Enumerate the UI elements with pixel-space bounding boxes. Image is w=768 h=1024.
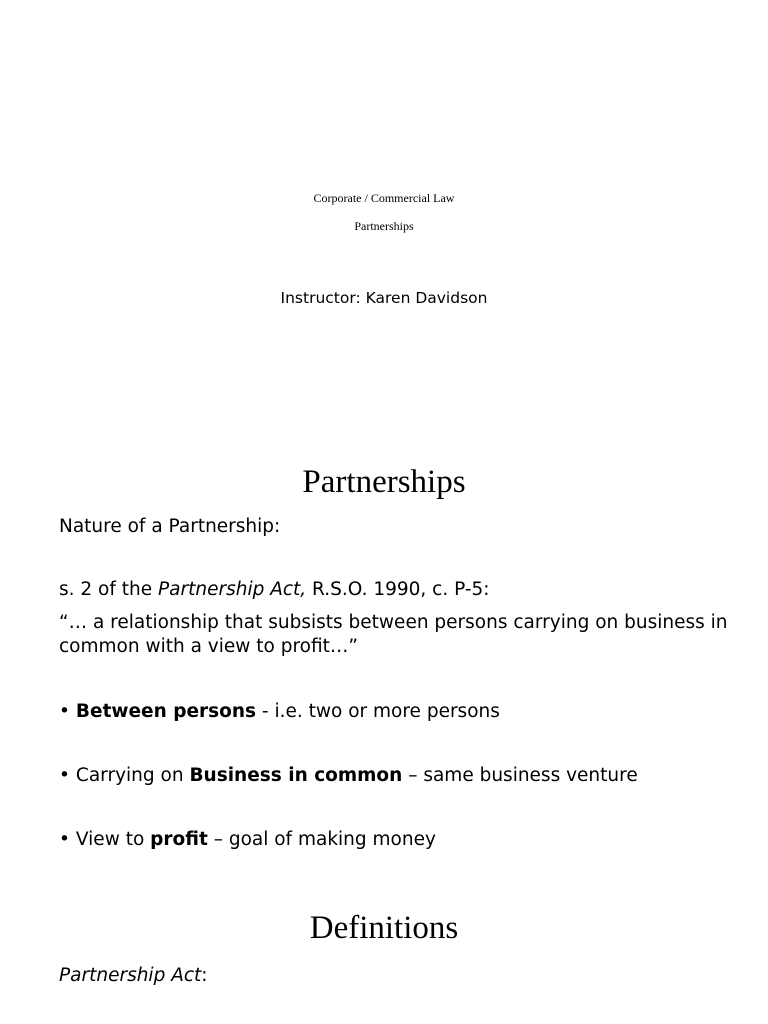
- bullet-view-to-profit: [59, 828, 436, 852]
- bullet-after: - i.e. two or more persons: [256, 701, 500, 722]
- definitions-act-label: [59, 964, 208, 988]
- course-subtitle: Partnerships: [354, 219, 414, 233]
- statute-reference: [59, 578, 490, 602]
- statute-quote: “… a relationship that subsists between persons carrying on business in common with a view to profit…”: [59, 612, 728, 657]
- statute-prefix: s. 2 of the: [59, 579, 159, 600]
- bullet-between-persons: [59, 700, 500, 724]
- bullet-bold: profit: [150, 829, 208, 850]
- section-heading-definitions: Definitions: [309, 910, 459, 946]
- nature-label: Nature of a Partnership:: [59, 516, 281, 537]
- statute-act-name: Partnership Act,: [158, 579, 307, 600]
- course-title: Corporate / Commercial Law: [313, 191, 455, 205]
- act-label-text: Partnership Act: [59, 965, 202, 986]
- bullet-mark: •: [59, 829, 70, 850]
- bullet-before: View to: [75, 829, 151, 850]
- instructor-name: Instructor: Karen Davidson: [280, 289, 488, 307]
- bullet-after: – same business venture: [402, 765, 638, 786]
- bullet-after: – goal of making money: [207, 829, 436, 850]
- bullet-business-in-common: [59, 764, 638, 788]
- bullet-before: Carrying on: [75, 765, 190, 786]
- bullet-mark: •: [59, 765, 70, 786]
- bullet-mark: •: [59, 701, 70, 722]
- act-label-suffix: :: [201, 965, 208, 986]
- bullet-bold: Between persons: [75, 701, 257, 722]
- section-heading-partnerships: Partnerships: [302, 464, 466, 500]
- statute-suffix: R.S.O. 1990, c. P-5:: [306, 579, 490, 600]
- bullet-bold: Business in common: [189, 765, 403, 786]
